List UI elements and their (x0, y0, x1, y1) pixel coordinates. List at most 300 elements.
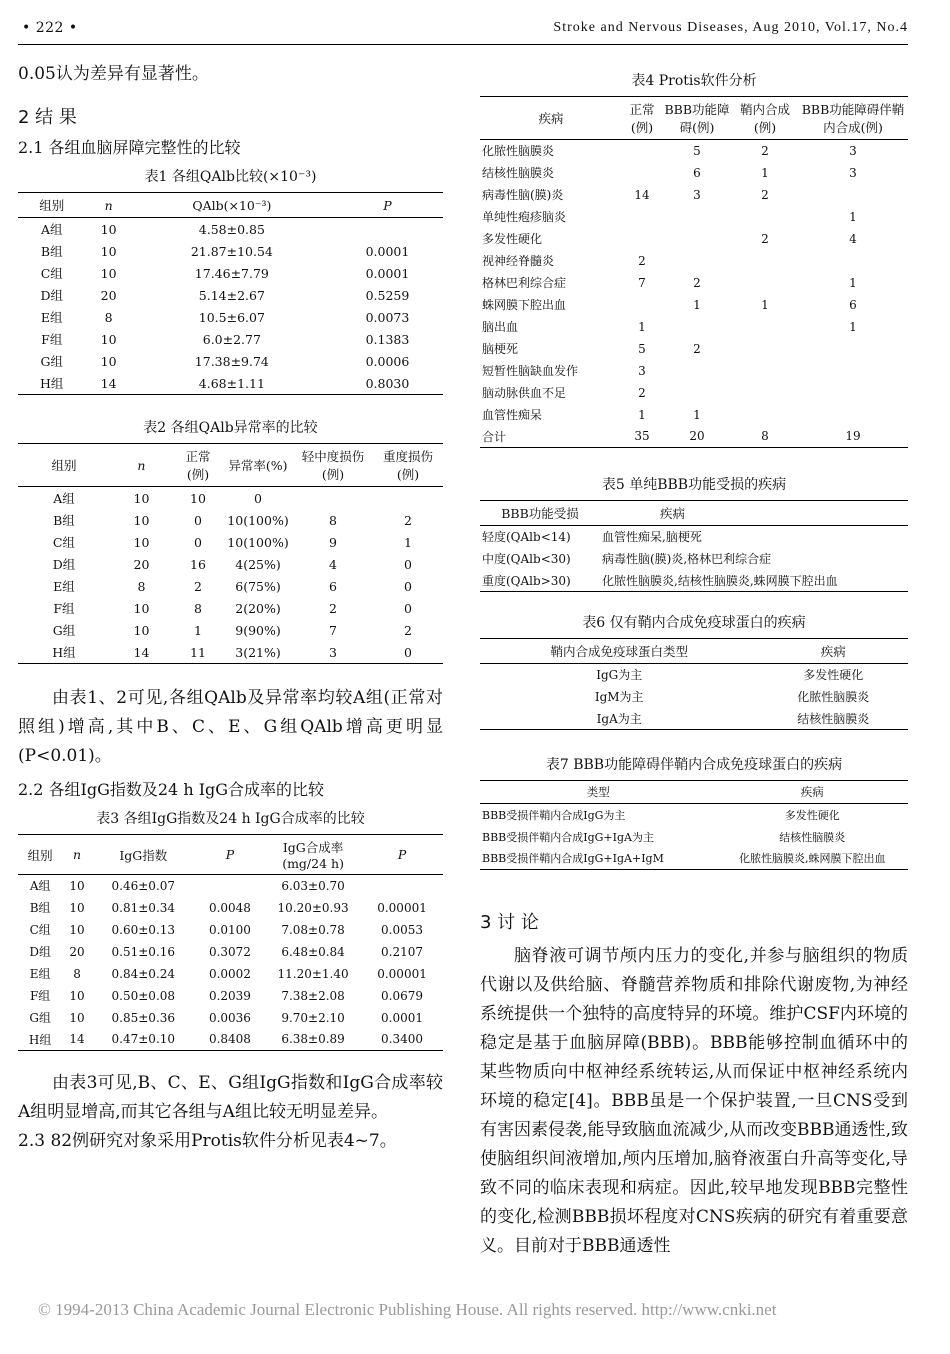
t4-cell (798, 404, 908, 426)
t1-cell: 5.14±2.67 (198, 287, 265, 303)
t1-cell: 20 (100, 287, 117, 303)
t3-header-group: 组别 (18, 835, 62, 875)
t2-cell: 2(20%) (235, 600, 281, 616)
t1-cell: 10 (100, 331, 117, 347)
t1-row (18, 306, 443, 328)
t2-row (18, 487, 443, 510)
t4-cell (622, 206, 662, 228)
t1-cell: 0.1383 (365, 331, 410, 347)
table3-caption: 表3 各组IgG指数及24 h IgG合成率的比较 (96, 811, 365, 827)
t4-cell: 4 (849, 231, 857, 246)
t1-cell: 17.38±9.74 (194, 353, 269, 369)
t4-cell: 2 (761, 231, 769, 246)
t5-cell: 轻度(QAlb<14) (482, 530, 571, 545)
t3-cell: 0.46±0.07 (111, 878, 176, 893)
t5-row (480, 548, 908, 570)
t4-header-normal: 正常(例) (622, 97, 662, 140)
t1-cell: D组 (40, 288, 63, 303)
t3-header-n: n (62, 835, 91, 875)
t3-row (18, 963, 443, 985)
t2-cell: 7 (329, 622, 337, 638)
t4-row (480, 294, 908, 316)
t3-cell: 0.0053 (381, 922, 424, 937)
t1-cell: 0.0006 (365, 353, 410, 369)
t4-cell: 2 (638, 385, 646, 400)
t1-cell: 8 (104, 309, 113, 325)
t7-row (480, 848, 908, 870)
t2-cell: 8 (194, 600, 202, 616)
t1-cell: 4.58±0.85 (198, 221, 265, 237)
table5-caption: 表5 单纯BBB功能受损的疾病 (601, 477, 787, 493)
t4-row (480, 316, 908, 338)
t7-cell: 多发性硬化 (784, 808, 840, 822)
t4-cell: 1 (849, 275, 857, 290)
t3-cell: 7.38±2.08 (281, 988, 345, 1003)
t4-cell: 脑梗死 (482, 342, 519, 356)
t2-cell: 11 (173, 641, 223, 664)
t2-cell: C组 (52, 535, 75, 550)
t7-header-type: 类型 (480, 781, 716, 804)
t4-cell: 视神经脊髓炎 (482, 254, 555, 268)
t3-cell: 6.03±0.70 (281, 878, 345, 893)
t4-cell (622, 162, 662, 184)
t2-header-abnormal: 异常率(%) (223, 444, 293, 487)
t2-cell: A组 (53, 491, 75, 506)
t3-cell: 0.85±0.36 (111, 1010, 176, 1025)
t4-row (480, 250, 908, 272)
t4-cell: 2 (693, 275, 701, 290)
t3-cell: 10 (69, 878, 85, 893)
t4-cell: 合计 (480, 426, 622, 448)
t1-row (18, 284, 443, 306)
table4 (480, 96, 908, 448)
t7-cell: BBB受损伴鞘内合成IgG为主 (482, 808, 626, 822)
t2-cell: 0 (194, 534, 202, 550)
table7-caption: 表7 BBB功能障碍伴鞘内合成免疫球蛋白的疾病 (545, 757, 843, 773)
t4-row (480, 272, 908, 294)
t2-cell: E组 (53, 579, 75, 594)
t1-cell: G组 (40, 354, 63, 369)
t6-cell: IgG为主 (596, 668, 643, 683)
t4-row (480, 382, 908, 404)
t4-cell (732, 338, 798, 360)
t2-cell: 10(100%) (227, 534, 289, 550)
t4-cell: 2 (693, 341, 701, 356)
t3-header-igg-index: IgG指数 (92, 835, 195, 875)
t2-cell: 1 (194, 622, 202, 638)
t4-cell: 1 (638, 319, 646, 334)
t4-cell: 7 (638, 275, 646, 290)
t3-cell: 14 (62, 1029, 91, 1051)
t2-cell: 4 (329, 556, 337, 572)
table7 (480, 780, 908, 870)
t3-cell: 0.84±0.24 (111, 966, 176, 981)
t4-cell: 脑出血 (482, 320, 519, 334)
t4-row (480, 228, 908, 250)
t6-cell: 多发性硬化 (803, 668, 864, 683)
t6-header-disease: 疾病 (758, 639, 908, 664)
t3-cell: 6.38±0.89 (265, 1029, 361, 1051)
t4-cell (622, 140, 662, 162)
t5-row (480, 526, 908, 548)
t4-row (480, 360, 908, 382)
t2-cell: 0 (404, 556, 412, 572)
t4-cell: 19 (798, 426, 908, 448)
t3-cell: 10 (69, 922, 85, 937)
t4-cell (622, 294, 662, 316)
t3-cell: 10 (69, 900, 85, 915)
section-discussion-heading: 3 讨 论 (480, 912, 539, 933)
t4-cell (732, 360, 798, 382)
journal-header: Stroke and Nervous Diseases, Aug 2010, Vol.17, No.4 (553, 20, 908, 35)
t1-row (18, 262, 443, 284)
t5-header-disease: 疾病 (600, 501, 908, 526)
t4-cell (732, 206, 798, 228)
t4-cell: 脑动脉供血不足 (482, 386, 567, 400)
t1-cell: 10 (100, 265, 117, 281)
t2-cell: 10 (190, 490, 206, 506)
t2-cell: 10 (133, 622, 150, 638)
t2-row (18, 509, 443, 531)
section-2-3-text: 2.3 82例研究对象采用Protis软件分析见表4~7。 (18, 1131, 397, 1151)
t3-cell: 0.3072 (208, 944, 251, 959)
t5-cell: 血管性痴呆,脑梗死 (602, 530, 702, 545)
t4-cell (732, 382, 798, 404)
t4-cell (798, 382, 908, 404)
t2-row (18, 531, 443, 553)
t7-cell: 化脓性脑膜炎,蛛网膜下腔出血 (716, 848, 908, 870)
t3-cell: 0.0036 (208, 1010, 251, 1025)
t2-header-group: 组别 (18, 444, 110, 487)
t4-cell: 3 (849, 165, 857, 180)
t1-cell: 0.0001 (365, 265, 410, 281)
t4-cell: 20 (662, 426, 732, 448)
t1-cell: 0.8030 (332, 372, 443, 395)
t2-cell: B组 (53, 513, 75, 528)
t3-cell: 0.0100 (208, 922, 251, 937)
t7-row (480, 826, 908, 848)
t4-row (480, 404, 908, 426)
t3-row (18, 897, 443, 919)
t1-row (18, 350, 443, 372)
t2-cell (373, 487, 443, 510)
t3-cell: 0.0001 (381, 1010, 424, 1025)
t4-cell (662, 382, 732, 404)
t3-cell: F组 (29, 989, 51, 1003)
t5-cell: 病毒性脑(膜)炎,格林巴利综合症 (602, 552, 772, 566)
t4-row (480, 206, 908, 228)
t3-cell: G组 (29, 1011, 51, 1025)
t6-cell: 结核性脑膜炎 (758, 708, 908, 730)
t2-cell: 4(25%) (235, 556, 281, 572)
t1-header-group: 组别 (18, 193, 85, 218)
t3-row (18, 919, 443, 941)
t3-cell: 9.70±2.10 (281, 1010, 345, 1025)
t2-cell: 3 (293, 641, 373, 664)
t3-cell: 8 (73, 966, 81, 981)
t3-cell: 0.00001 (377, 900, 427, 915)
t2-cell: 14 (110, 641, 173, 664)
t4-cell: 1 (761, 165, 769, 180)
t7-row (480, 804, 908, 826)
t2-cell: 9 (329, 534, 337, 550)
table2-caption: 表2 各组QAlb异常率的比较 (143, 420, 318, 436)
t4-cell: 多发性硬化 (482, 232, 543, 246)
t4-cell: 3 (693, 187, 701, 202)
t2-cell: 0 (194, 512, 202, 528)
t6-header-type: 鞘内合成免疫球蛋白类型 (480, 639, 758, 664)
t6-cell: IgA为主 (480, 708, 758, 730)
t1-cell: 6.0±2.77 (202, 331, 261, 347)
intro-text: 0.05认为差异有显著性。 (18, 64, 209, 84)
t4-cell (798, 250, 908, 272)
t4-cell (798, 338, 908, 360)
t4-cell (732, 250, 798, 272)
t4-header-both: BBB功能障碍伴鞘内合成(例) (798, 97, 908, 140)
t2-cell: D组 (52, 557, 76, 572)
t1-cell: H组 (18, 372, 85, 395)
t4-cell: 3 (849, 143, 857, 158)
table4-caption: 表4 Protis软件分析 (631, 73, 757, 89)
table3 (18, 834, 443, 1051)
t2-cell: 8 (137, 578, 146, 594)
t4-cell: 血管性痴呆 (482, 408, 543, 422)
t7-cell: BBB受损伴鞘内合成IgG+IgA为主 (482, 830, 654, 844)
t4-cell: 2 (761, 143, 769, 158)
t4-row (480, 338, 908, 360)
t4-row (480, 184, 908, 206)
t2-cell: 3(21%) (223, 641, 293, 664)
t2-cell: 6(75%) (235, 578, 281, 594)
t4-cell (622, 228, 662, 250)
t4-cell: 1 (693, 407, 701, 422)
t6-cell: 化脓性脑膜炎 (797, 690, 870, 704)
t1-cell: 10 (100, 221, 117, 237)
t2-cell: 0 (373, 641, 443, 664)
t3-cell: C组 (29, 923, 51, 937)
t2-cell: 10 (133, 512, 150, 528)
t3-cell: 0.0002 (208, 966, 251, 981)
t4-cell (798, 184, 908, 206)
t4-cell: 单纯性疱疹脑炎 (482, 210, 567, 224)
t3-cell: 0.60±0.13 (111, 922, 176, 937)
t2-cell: 2 (404, 512, 412, 528)
t1-cell: F组 (41, 332, 63, 347)
t4-cell: 短暂性脑缺血发作 (482, 364, 579, 378)
t3-header-igg-rate: IgG合成率(mg/24 h) (265, 835, 361, 875)
t4-cell: 2 (761, 187, 769, 202)
section-2-1-heading: 2.1 各组血脑屏障完整性的比较 (18, 138, 241, 157)
t4-cell: 病毒性脑(膜)炎 (482, 188, 564, 202)
t3-cell: 0.3400 (361, 1029, 443, 1051)
table6-caption: 表6 仅有鞘内合成免疫球蛋白的疾病 (582, 615, 806, 631)
t3-row (18, 941, 443, 963)
t3-cell (361, 875, 443, 897)
t1-header-n: n (85, 193, 131, 218)
t1-cell: A组 (40, 222, 63, 237)
t6-cell: IgM为主 (594, 690, 644, 704)
t4-row (480, 162, 908, 184)
t2-cell: 10 (133, 490, 150, 506)
table2 (18, 443, 443, 664)
t4-header-bbb: BBB功能障碍(例) (662, 97, 732, 140)
t6-row (480, 664, 908, 686)
t3-cell: 20 (69, 944, 85, 959)
t3-cell: 0.00001 (377, 966, 427, 981)
t5-cell: 重度(QAlb>30) (480, 570, 600, 592)
t1-cell: E组 (40, 310, 63, 325)
header-rule (18, 44, 908, 45)
t4-cell: 化脓性脑膜炎 (482, 144, 555, 159)
t3-cell: 6.48±0.84 (281, 944, 345, 959)
t4-cell (732, 316, 798, 338)
t4-row (480, 140, 908, 162)
t4-cell: 1 (638, 407, 646, 422)
t1-row (18, 372, 443, 395)
t2-row (18, 597, 443, 619)
t1-header-qalb: QAlb(×10⁻³) (132, 193, 332, 218)
t4-cell (798, 360, 908, 382)
t7-cell: BBB受损伴鞘内合成IgG+IgA+IgM (480, 848, 716, 870)
t5-cell: 中度(QAlb<30) (482, 552, 571, 566)
t7-header-disease: 疾病 (716, 781, 908, 804)
t2-cell: 6 (329, 578, 337, 594)
t4-cell: 14 (634, 187, 650, 202)
t2-cell: 2 (194, 578, 202, 594)
t2-cell: 2 (404, 622, 412, 638)
t2-cell: 20 (133, 556, 150, 572)
t4-cell: 2 (638, 253, 646, 268)
t4-cell: 5 (693, 143, 701, 158)
table5 (480, 500, 908, 592)
t1-row (18, 328, 443, 350)
t3-row (18, 1029, 443, 1051)
t3-cell: 7.08±0.78 (281, 922, 345, 937)
t3-cell: 10 (69, 1010, 85, 1025)
t2-row (18, 553, 443, 575)
copyright-footer: © 1994-2013 China Academic Journal Electronic Publishing House. All rights reserved. http://www.cnki.net (38, 1300, 777, 1319)
results-paragraph-2: 由表3可见,B、C、E、G组IgG指数和IgG合成率较A组明显增高,而其它各组与A组比较无明显差异。 (18, 1073, 443, 1122)
section-2-2-heading: 2.2 各组IgG指数及24 h IgG合成率的比较 (18, 780, 325, 799)
t2-cell: G组 (52, 623, 76, 638)
t3-row (18, 875, 443, 897)
t2-cell: 0 (404, 600, 412, 616)
t2-header-mild: 轻中度损伤(例) (293, 444, 373, 487)
t3-row (18, 985, 443, 1007)
t1-cell: C组 (40, 266, 63, 281)
t1-cell: 0.5259 (365, 287, 410, 303)
t3-cell: 0.0048 (208, 900, 251, 915)
t4-cell: 1 (693, 297, 701, 312)
t1-cell: B组 (40, 244, 63, 259)
t4-cell (662, 250, 732, 272)
t3-cell: 0.81±0.34 (111, 900, 176, 915)
t3-header-p2: P (361, 835, 443, 875)
t6-row (480, 686, 908, 708)
t1-row (18, 240, 443, 262)
t2-row (18, 575, 443, 597)
t4-cell (732, 404, 798, 426)
t4-cell: 35 (622, 426, 662, 448)
t2-cell: 0 (254, 490, 262, 506)
t3-cell: 10 (69, 988, 85, 1003)
t4-cell (662, 316, 732, 338)
table6 (480, 638, 908, 730)
t1-cell: 21.87±10.54 (190, 243, 273, 259)
t4-cell: 8 (732, 426, 798, 448)
t4-row (480, 426, 908, 448)
t4-cell: 1 (849, 209, 857, 224)
t6-row (480, 708, 908, 730)
t3-cell: E组 (29, 967, 51, 981)
t2-cell: H组 (18, 641, 110, 664)
t2-cell: 10(100%) (227, 512, 289, 528)
t3-cell: 10.20±0.93 (277, 900, 349, 915)
t2-cell: F组 (53, 601, 75, 616)
results-paragraph-1: 由表1、2可见,各组QAlb及异常率均较A组(正常对照组)增高,其中B、C、E、G组QAlb增高更明显(P<0.01)。 (18, 688, 443, 766)
t3-cell: 0.50±0.08 (111, 988, 176, 1003)
t2-row (18, 641, 443, 664)
t4-cell (662, 206, 732, 228)
table1 (18, 192, 443, 395)
t1-cell: 10 (100, 243, 117, 259)
t4-cell (732, 272, 798, 294)
t3-header-p1: P (195, 835, 265, 875)
t4-cell: 结核性脑膜炎 (482, 166, 555, 180)
page-number: • 222 • (22, 20, 78, 36)
t3-row (18, 1007, 443, 1029)
t2-header-normal: 正常(例) (173, 444, 223, 487)
t1-row (18, 218, 443, 241)
t4-cell: 蛛网膜下腔出血 (482, 298, 567, 312)
discussion-paragraph: 脑脊液可调节颅内压力的变化,并参与脑组织的物质代谢以及供给脑、脊髓营养物质和排除代谢废物,为神经系统提供一个独特的高度特异的环境。维护CSF内环境的稳定是基于血脑屏障(BBB)。BBB能够控制血循环中的某些物质向中枢神经系统转运,从而保证中枢神经系统内环境的稳定[4]。BBB虽是一个保护装置,一旦CNS受到有害因素侵袭,能导致脑血流减少,从而改变BBB通透性,致使脑组织间液增加,颅内压增加,脑脊液蛋白升高等变化,导致不同的临床表现和病症。因此,较早地发现BBB完整性的变化,检测BBB损坏程度对CNS疾病的研究有着重要意义。目前对于BBB通透性 (480, 946, 908, 1256)
t2-header-n: n (110, 444, 173, 487)
t4-cell: 格林巴利综合症 (482, 276, 567, 290)
t3-cell: 0.2107 (381, 944, 424, 959)
t3-cell: 0.51±0.16 (111, 944, 176, 959)
t4-cell: 6 (849, 297, 857, 312)
t2-header-severe: 重度损伤(例) (373, 444, 443, 487)
t4-cell: 5 (638, 341, 646, 356)
t2-cell (293, 487, 373, 510)
t3-cell: 0.2039 (208, 988, 251, 1003)
t4-header-intrathecal: 鞘内合成(例) (732, 97, 798, 140)
t5-header-bbb: BBB功能受损 (480, 501, 600, 526)
t4-cell: 1 (761, 297, 769, 312)
t4-header-disease: 疾病 (480, 97, 622, 140)
t3-cell: 0.47±0.10 (92, 1029, 195, 1051)
t1-cell: 17.46±7.79 (194, 265, 269, 281)
t5-row (480, 570, 908, 592)
t1-cell: 0.0073 (365, 309, 410, 325)
t4-cell (662, 228, 732, 250)
t2-cell: 1 (404, 534, 412, 550)
t2-cell: 0 (404, 578, 412, 594)
t3-cell (195, 875, 265, 897)
t2-cell: 8 (329, 512, 337, 528)
t1-cell: 4.68±1.11 (132, 372, 332, 395)
t3-cell: 11.20±1.40 (277, 966, 349, 981)
t1-cell: 0.0001 (365, 243, 410, 259)
t2-cell: 10 (133, 600, 150, 616)
table1-caption: 表1 各组QAlb比较(×10⁻³) (144, 169, 317, 185)
t3-cell: 0.0679 (381, 988, 424, 1003)
t3-cell: A组 (29, 879, 51, 894)
t4-cell: 6 (693, 165, 701, 180)
t4-cell: 1 (849, 319, 857, 334)
t1-cell: 10 (100, 353, 117, 369)
t3-cell: 0.8408 (195, 1029, 265, 1051)
